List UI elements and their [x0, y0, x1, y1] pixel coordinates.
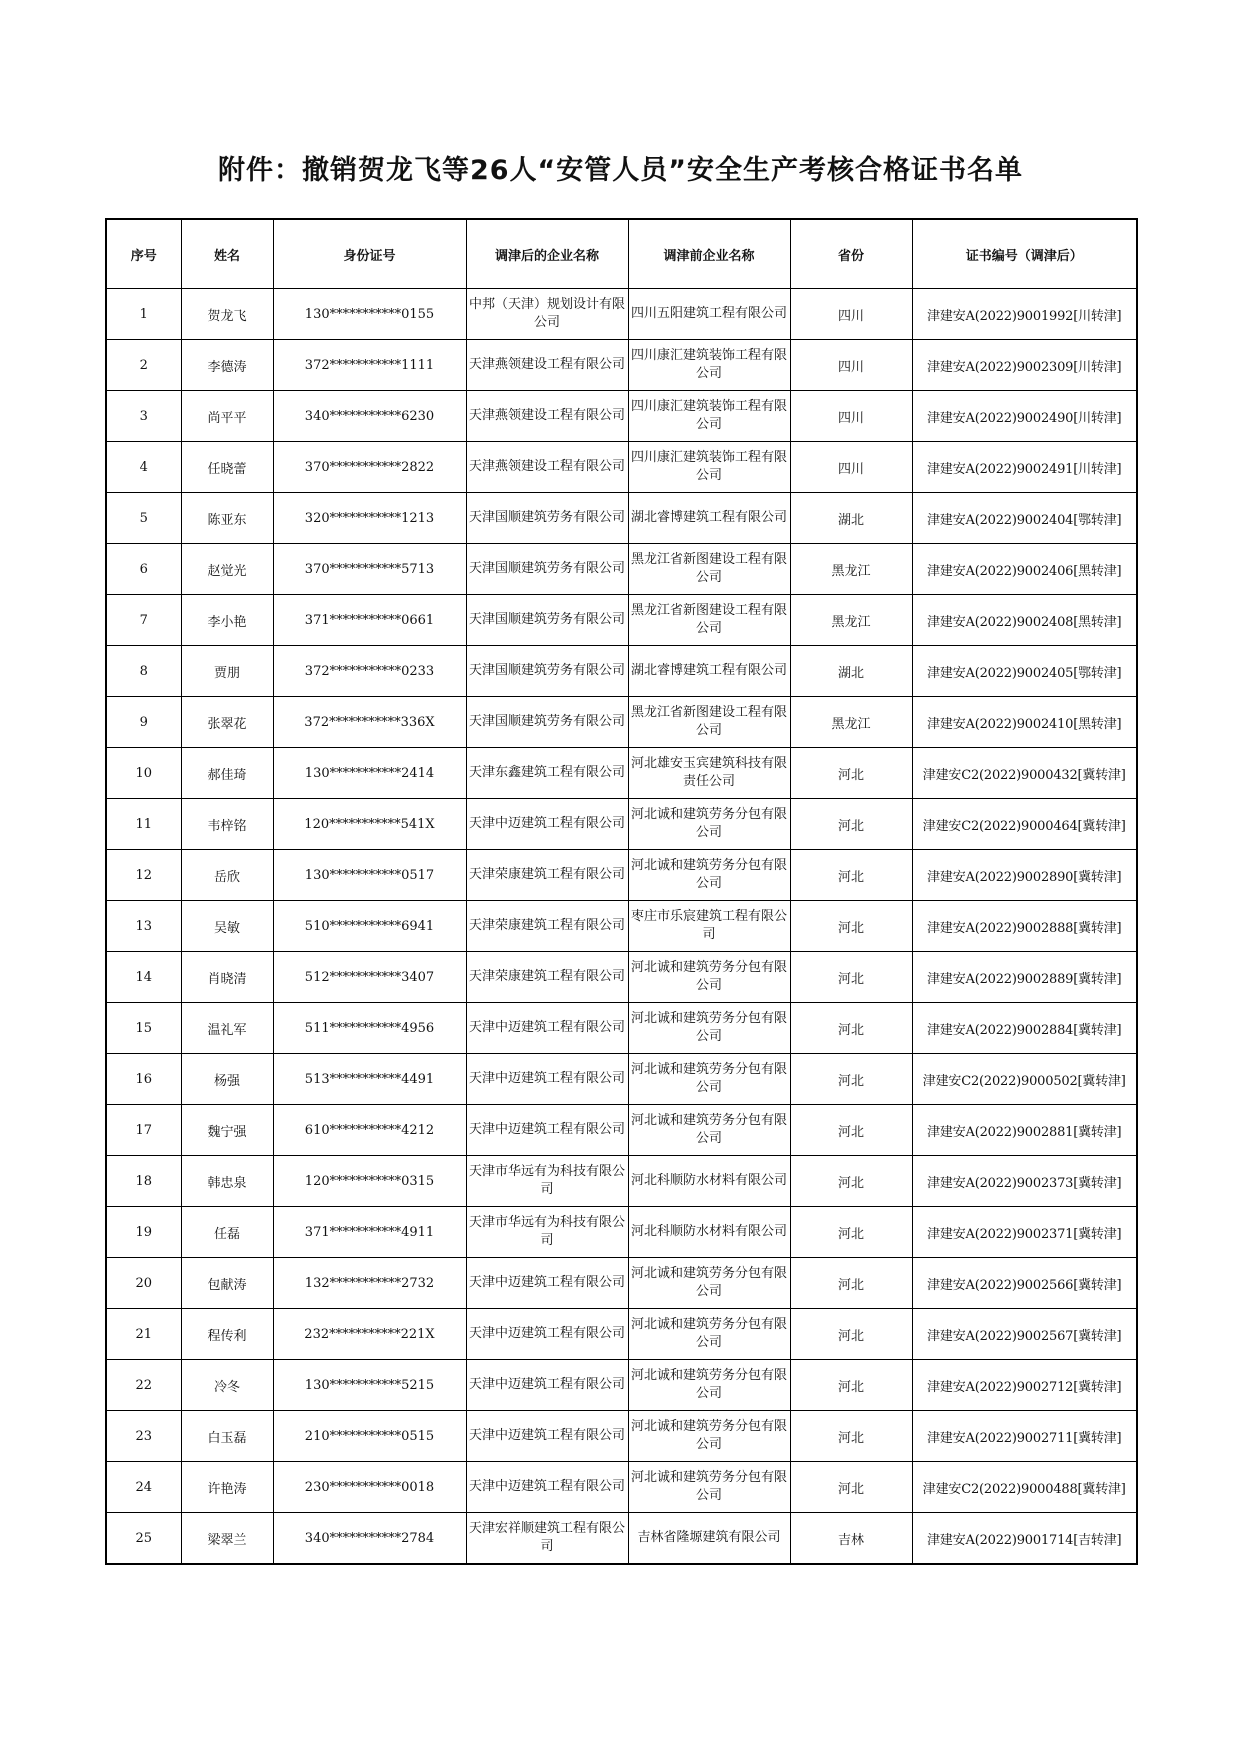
cell-province: 河北 — [790, 1003, 912, 1054]
cell-province: 吉林 — [790, 1513, 912, 1565]
cell-certificate-number: 津建安C2(2022)9000488[冀转津] — [912, 1462, 1137, 1513]
table-row — [106, 697, 1137, 748]
cell-id-number: 130***********0155 — [273, 289, 466, 340]
cell-company-before: 河北诚和建筑劳务分包有限公司 — [628, 1462, 790, 1513]
header-serial: 序号 — [106, 219, 181, 289]
cell-company-before: 河北科顺防水材料有限公司 — [628, 1156, 790, 1207]
cell-id-number: 120***********0315 — [273, 1156, 466, 1207]
cell-name: 程传利 — [181, 1309, 273, 1360]
table-row — [106, 799, 1137, 850]
cell-company-before: 河北诚和建筑劳务分包有限公司 — [628, 952, 790, 1003]
table-row — [106, 1360, 1137, 1411]
cell-company-after: 天津国顺建筑劳务有限公司 — [466, 646, 628, 697]
cell-serial: 5 — [106, 493, 181, 544]
cell-company-before: 黑龙江省新图建设工程有限公司 — [628, 697, 790, 748]
cell-serial: 24 — [106, 1462, 181, 1513]
table-row — [106, 1462, 1137, 1513]
cell-certificate-number: 津建安A(2022)9002405[鄂转津] — [912, 646, 1137, 697]
cell-name: 郝佳琦 — [181, 748, 273, 799]
cell-id-number: 232***********221X — [273, 1309, 466, 1360]
header-certificate-number: 证书编号（调津后） — [912, 219, 1137, 289]
cell-company-after: 天津中迈建筑工程有限公司 — [466, 1258, 628, 1309]
cell-company-before: 枣庄市乐宸建筑工程有限公司 — [628, 901, 790, 952]
cell-serial: 18 — [106, 1156, 181, 1207]
cell-name: 赵觉光 — [181, 544, 273, 595]
cell-serial: 19 — [106, 1207, 181, 1258]
cell-company-before: 四川康汇建筑装饰工程有限公司 — [628, 442, 790, 493]
cell-province: 湖北 — [790, 493, 912, 544]
cell-name: 李德涛 — [181, 340, 273, 391]
cell-certificate-number: 津建安A(2022)9001714[吉转津] — [912, 1513, 1137, 1565]
cell-company-after: 天津中迈建筑工程有限公司 — [466, 1360, 628, 1411]
cell-province: 河北 — [790, 748, 912, 799]
cell-company-after: 天津荣康建筑工程有限公司 — [466, 850, 628, 901]
cell-province: 四川 — [790, 442, 912, 493]
cell-certificate-number: 津建安A(2022)9002711[冀转津] — [912, 1411, 1137, 1462]
cell-name: 冷冬 — [181, 1360, 273, 1411]
cell-id-number: 511***********4956 — [273, 1003, 466, 1054]
cell-certificate-number: 津建安C2(2022)9000432[冀转津] — [912, 748, 1137, 799]
cell-id-number: 120***********541X — [273, 799, 466, 850]
cell-certificate-number: 津建安A(2022)9002889[冀转津] — [912, 952, 1137, 1003]
cell-name: 魏宁强 — [181, 1105, 273, 1156]
cell-certificate-number: 津建安A(2022)9002408[黑转津] — [912, 595, 1137, 646]
cell-name: 韩忠泉 — [181, 1156, 273, 1207]
cell-province: 四川 — [790, 289, 912, 340]
cell-province: 河北 — [790, 901, 912, 952]
cell-name: 李小艳 — [181, 595, 273, 646]
cell-province: 黑龙江 — [790, 544, 912, 595]
cell-id-number: 132***********2732 — [273, 1258, 466, 1309]
cell-certificate-number: 津建安C2(2022)9000502[冀转津] — [912, 1054, 1137, 1105]
table-row — [106, 1411, 1137, 1462]
cell-company-after: 天津市华远有为科技有限公司 — [466, 1156, 628, 1207]
cell-id-number: 130***********2414 — [273, 748, 466, 799]
cell-name: 任晓蕾 — [181, 442, 273, 493]
cell-name: 尚平平 — [181, 391, 273, 442]
cell-company-before: 河北科顺防水材料有限公司 — [628, 1207, 790, 1258]
cell-certificate-number: 津建安A(2022)9001992[川转津] — [912, 289, 1137, 340]
cell-province: 河北 — [790, 1462, 912, 1513]
cell-company-before: 河北诚和建筑劳务分包有限公司 — [628, 850, 790, 901]
cell-serial: 21 — [106, 1309, 181, 1360]
cell-id-number: 210***********0515 — [273, 1411, 466, 1462]
cell-company-before: 河北诚和建筑劳务分包有限公司 — [628, 1258, 790, 1309]
cell-serial: 17 — [106, 1105, 181, 1156]
cell-province: 河北 — [790, 952, 912, 1003]
cell-certificate-number: 津建安A(2022)9002881[冀转津] — [912, 1105, 1137, 1156]
header-province: 省份 — [790, 219, 912, 289]
table-row — [106, 952, 1137, 1003]
table-row — [106, 289, 1137, 340]
cell-serial: 9 — [106, 697, 181, 748]
cell-company-before: 河北诚和建筑劳务分包有限公司 — [628, 1309, 790, 1360]
cell-id-number: 370***********2822 — [273, 442, 466, 493]
cell-id-number: 610***********4212 — [273, 1105, 466, 1156]
cell-province: 河北 — [790, 850, 912, 901]
cell-province: 河北 — [790, 799, 912, 850]
cell-company-after: 天津国顺建筑劳务有限公司 — [466, 544, 628, 595]
table-row — [106, 1258, 1137, 1309]
cell-name: 张翠花 — [181, 697, 273, 748]
cell-name: 任磊 — [181, 1207, 273, 1258]
cell-company-before: 河北诚和建筑劳务分包有限公司 — [628, 1054, 790, 1105]
cell-id-number: 340***********2784 — [273, 1513, 466, 1565]
table-row — [106, 442, 1137, 493]
cell-company-before: 湖北睿博建筑工程有限公司 — [628, 646, 790, 697]
cell-serial: 7 — [106, 595, 181, 646]
cell-name: 岳欣 — [181, 850, 273, 901]
cell-id-number: 372***********0233 — [273, 646, 466, 697]
cell-serial: 14 — [106, 952, 181, 1003]
cell-name: 吴敏 — [181, 901, 273, 952]
cell-company-after: 天津中迈建筑工程有限公司 — [466, 1309, 628, 1360]
cell-name: 温礼军 — [181, 1003, 273, 1054]
table-row — [106, 340, 1137, 391]
header-company-before: 调津前企业名称 — [628, 219, 790, 289]
cell-id-number: 372***********1111 — [273, 340, 466, 391]
cell-id-number: 372***********336X — [273, 697, 466, 748]
cell-serial: 22 — [106, 1360, 181, 1411]
table-row — [106, 901, 1137, 952]
cell-company-before: 河北雄安玉宾建筑科技有限责任公司 — [628, 748, 790, 799]
cell-serial: 4 — [106, 442, 181, 493]
cell-name: 贺龙飞 — [181, 289, 273, 340]
cell-province: 湖北 — [790, 646, 912, 697]
cell-province: 河北 — [790, 1360, 912, 1411]
header-id-number: 身份证号 — [273, 219, 466, 289]
cell-company-after: 天津宏祥顺建筑工程有限公司 — [466, 1513, 628, 1565]
cell-name: 许艳涛 — [181, 1462, 273, 1513]
cell-company-before: 河北诚和建筑劳务分包有限公司 — [628, 1411, 790, 1462]
cell-id-number: 371***********4911 — [273, 1207, 466, 1258]
cell-serial: 23 — [106, 1411, 181, 1462]
cell-company-after: 天津燕领建设工程有限公司 — [466, 442, 628, 493]
cell-id-number: 513***********4491 — [273, 1054, 466, 1105]
cell-serial: 11 — [106, 799, 181, 850]
table-row — [106, 595, 1137, 646]
cell-serial: 6 — [106, 544, 181, 595]
cell-certificate-number: 津建安A(2022)9002884[冀转津] — [912, 1003, 1137, 1054]
cell-company-after: 天津国顺建筑劳务有限公司 — [466, 493, 628, 544]
cell-certificate-number: 津建安A(2022)9002566[冀转津] — [912, 1258, 1137, 1309]
cell-province: 河北 — [790, 1054, 912, 1105]
cell-company-after: 天津中迈建筑工程有限公司 — [466, 799, 628, 850]
cell-id-number: 371***********0661 — [273, 595, 466, 646]
cell-company-after: 天津国顺建筑劳务有限公司 — [466, 697, 628, 748]
cell-name: 白玉磊 — [181, 1411, 273, 1462]
cell-certificate-number: 津建安A(2022)9002410[黑转津] — [912, 697, 1137, 748]
cell-id-number: 512***********3407 — [273, 952, 466, 1003]
table-row — [106, 1054, 1137, 1105]
cell-certificate-number: 津建安A(2022)9002567[冀转津] — [912, 1309, 1137, 1360]
table-row — [106, 493, 1137, 544]
document-title: 附件：撤销贺龙飞等26人“安管人员”安全生产考核合格证书名单 — [217, 155, 1024, 186]
cell-name: 贾朋 — [181, 646, 273, 697]
cell-certificate-number: 津建安A(2022)9002371[冀转津] — [912, 1207, 1137, 1258]
cell-company-before: 黑龙江省新图建设工程有限公司 — [628, 595, 790, 646]
cell-certificate-number: 津建安A(2022)9002404[鄂转津] — [912, 493, 1137, 544]
cell-company-before: 河北诚和建筑劳务分包有限公司 — [628, 799, 790, 850]
cell-company-before: 四川康汇建筑装饰工程有限公司 — [628, 340, 790, 391]
cell-certificate-number: 津建安A(2022)9002309[川转津] — [912, 340, 1137, 391]
table-row — [106, 850, 1137, 901]
cell-id-number: 340***********6230 — [273, 391, 466, 442]
cell-company-after: 天津市华远有为科技有限公司 — [466, 1207, 628, 1258]
table-row — [106, 748, 1137, 799]
cell-company-before: 黑龙江省新图建设工程有限公司 — [628, 544, 790, 595]
table-row — [106, 1207, 1137, 1258]
cell-province: 河北 — [790, 1105, 912, 1156]
cell-company-before: 四川五阳建筑工程有限公司 — [628, 289, 790, 340]
cell-id-number: 130***********5215 — [273, 1360, 466, 1411]
cell-name: 肖晓清 — [181, 952, 273, 1003]
cell-id-number: 370***********5713 — [273, 544, 466, 595]
table-row — [106, 1309, 1137, 1360]
cell-serial: 8 — [106, 646, 181, 697]
cell-company-after: 天津中迈建筑工程有限公司 — [466, 1462, 628, 1513]
cell-name: 包献涛 — [181, 1258, 273, 1309]
cell-province: 河北 — [790, 1207, 912, 1258]
cell-serial: 25 — [106, 1513, 181, 1565]
cell-certificate-number: 津建安C2(2022)9000464[冀转津] — [912, 799, 1137, 850]
cell-company-before: 河北诚和建筑劳务分包有限公司 — [628, 1003, 790, 1054]
cell-company-before: 河北诚和建筑劳务分包有限公司 — [628, 1360, 790, 1411]
cell-certificate-number: 津建安A(2022)9002491[川转津] — [912, 442, 1137, 493]
table-row — [106, 1105, 1137, 1156]
certificate-revocation-table — [105, 218, 1138, 1565]
cell-company-before: 吉林省隆塬建筑有限公司 — [628, 1513, 790, 1565]
cell-company-after: 天津荣康建筑工程有限公司 — [466, 901, 628, 952]
table-row — [106, 544, 1137, 595]
cell-province: 河北 — [790, 1258, 912, 1309]
cell-serial: 2 — [106, 340, 181, 391]
cell-serial: 12 — [106, 850, 181, 901]
cell-serial: 15 — [106, 1003, 181, 1054]
cell-name: 梁翠兰 — [181, 1513, 273, 1565]
cell-id-number: 230***********0018 — [273, 1462, 466, 1513]
table-header-row — [106, 219, 1137, 289]
cell-company-after: 天津中迈建筑工程有限公司 — [466, 1411, 628, 1462]
table-row — [106, 391, 1137, 442]
cell-province: 黑龙江 — [790, 697, 912, 748]
cell-company-after: 天津燕领建设工程有限公司 — [466, 391, 628, 442]
cell-province: 河北 — [790, 1309, 912, 1360]
cell-company-after: 天津荣康建筑工程有限公司 — [466, 952, 628, 1003]
cell-serial: 10 — [106, 748, 181, 799]
cell-company-after: 天津中迈建筑工程有限公司 — [466, 1054, 628, 1105]
cell-certificate-number: 津建安A(2022)9002490[川转津] — [912, 391, 1137, 442]
cell-company-after: 天津东鑫建筑工程有限公司 — [466, 748, 628, 799]
header-company-after: 调津后的企业名称 — [466, 219, 628, 289]
cell-serial: 20 — [106, 1258, 181, 1309]
table-body — [106, 289, 1137, 1565]
cell-province: 四川 — [790, 391, 912, 442]
cell-company-before: 四川康汇建筑装饰工程有限公司 — [628, 391, 790, 442]
cell-company-after: 天津燕领建设工程有限公司 — [466, 340, 628, 391]
cell-company-before: 河北诚和建筑劳务分包有限公司 — [628, 1105, 790, 1156]
header-name: 姓名 — [181, 219, 273, 289]
table-row — [106, 646, 1137, 697]
cell-serial: 3 — [106, 391, 181, 442]
cell-serial: 1 — [106, 289, 181, 340]
cell-company-after: 天津国顺建筑劳务有限公司 — [466, 595, 628, 646]
cell-serial: 13 — [106, 901, 181, 952]
cell-province: 四川 — [790, 340, 912, 391]
cell-province: 黑龙江 — [790, 595, 912, 646]
cell-name: 韦梓铭 — [181, 799, 273, 850]
cell-certificate-number: 津建安A(2022)9002373[冀转津] — [912, 1156, 1137, 1207]
cell-name: 杨强 — [181, 1054, 273, 1105]
cell-company-before: 湖北睿博建筑工程有限公司 — [628, 493, 790, 544]
cell-id-number: 320***********1213 — [273, 493, 466, 544]
cell-id-number: 510***********6941 — [273, 901, 466, 952]
cell-certificate-number: 津建安A(2022)9002888[冀转津] — [912, 901, 1137, 952]
cell-id-number: 130***********0517 — [273, 850, 466, 901]
cell-name: 陈亚东 — [181, 493, 273, 544]
table-row — [106, 1003, 1137, 1054]
cell-company-after: 中邦（天津）规划设计有限公司 — [466, 289, 628, 340]
cell-certificate-number: 津建安A(2022)9002712[冀转津] — [912, 1360, 1137, 1411]
cell-company-after: 天津中迈建筑工程有限公司 — [466, 1105, 628, 1156]
table-row — [106, 1513, 1137, 1565]
cell-province: 河北 — [790, 1411, 912, 1462]
table-row — [106, 1156, 1137, 1207]
cell-certificate-number: 津建安A(2022)9002406[黑转津] — [912, 544, 1137, 595]
cell-company-after: 天津中迈建筑工程有限公司 — [466, 1003, 628, 1054]
cell-serial: 16 — [106, 1054, 181, 1105]
cell-province: 河北 — [790, 1156, 912, 1207]
cell-certificate-number: 津建安A(2022)9002890[冀转津] — [912, 850, 1137, 901]
